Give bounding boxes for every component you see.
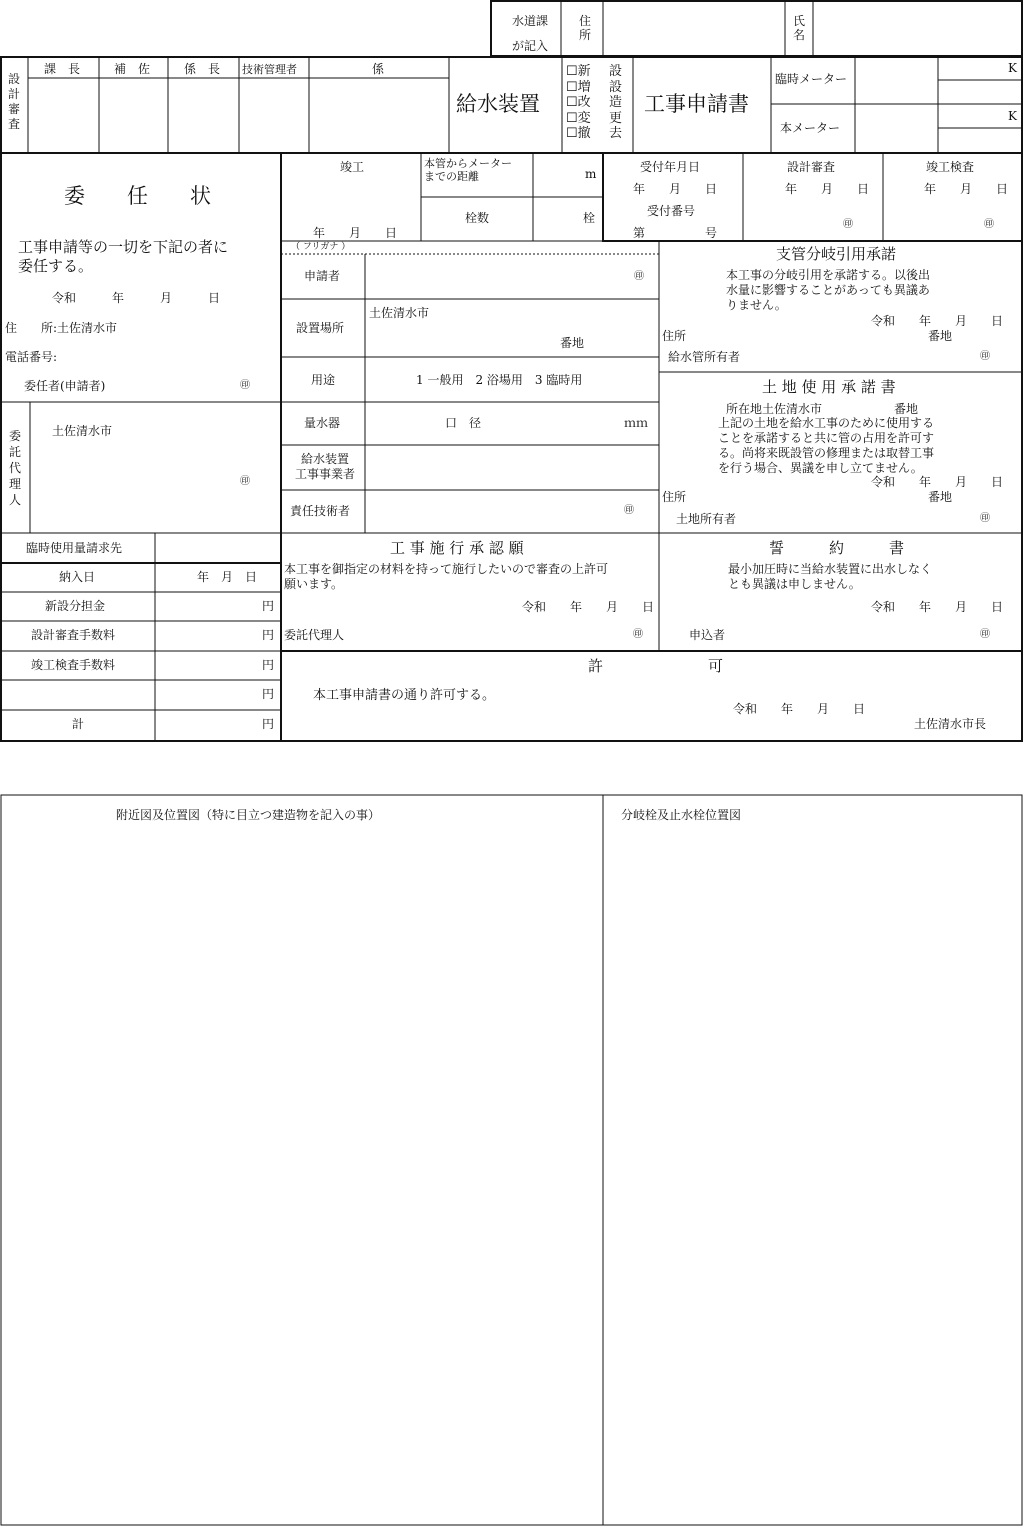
tochi-title: 土 地 使 用 承 諾 書	[762, 378, 896, 396]
seal-mark: ㊞	[633, 629, 643, 640]
jigyosha-label: 給水装置 工事事業者	[294, 452, 355, 481]
rinji-meter-label: 臨時メーター	[775, 72, 848, 86]
seal-mark: ㊞	[980, 351, 990, 362]
option-kai[interactable]: ☐改	[566, 95, 591, 110]
seal-mark: ㊞	[980, 513, 990, 524]
kyoka-date: 令和 年 月 日	[733, 702, 866, 716]
k2-unit: K	[1008, 109, 1017, 123]
kyusui-sochi-title: 給水装置	[456, 92, 540, 116]
dairi-label: 委 託 代 理 人	[8, 429, 21, 507]
tochi-body: 上記の土地を給水工事のために使用する ことを承諾すると共に管の占用を許可す る。尚将来既設管の修理または取替工事 を行う場合、異議を申し立てません。	[718, 416, 935, 475]
total-label: 計	[72, 717, 85, 731]
dai-label: 第	[633, 226, 646, 240]
tochi-location: 所在地土佐清水市 番地	[726, 402, 919, 416]
distance-unit: m	[585, 167, 597, 181]
sen-unit: 栓	[583, 211, 596, 225]
setchi-city: 土佐清水市	[369, 306, 430, 320]
ryosuiki-label: 量水器	[304, 416, 341, 430]
seal-mark: ㊞	[624, 505, 634, 516]
shinseisha-field[interactable]	[367, 256, 657, 298]
seal-mark: ㊞	[240, 380, 250, 391]
yoto-options[interactable]: 1 一般用 2 浴場用 3 臨時用	[416, 373, 583, 387]
seiyaku-title: 誓 約 書	[769, 539, 905, 557]
shonin-date: 令和 年 月 日	[522, 600, 655, 614]
seiyaku-date: 令和 年 月 日	[871, 600, 1004, 614]
koukei-label: 口 径	[445, 416, 482, 430]
option-tetsu[interactable]: ☐撤	[566, 126, 591, 141]
uketsuke-no-label: 受付番号	[647, 204, 696, 218]
shunko-label: 竣工	[340, 160, 365, 174]
shinseisha-label: 申請者	[304, 269, 341, 283]
yoto-label: 用途	[311, 373, 336, 387]
shikan-banchi: 番地	[928, 329, 953, 343]
shonin-dairi: 委託代理人	[284, 628, 345, 642]
kyoka-body: 本工事申請書の通り許可する。	[313, 688, 496, 703]
kakari-header: 係	[372, 62, 385, 76]
option-zo[interactable]: ☐増	[566, 79, 591, 95]
k1-unit: K	[1008, 61, 1017, 75]
gijutsu-kanrisha-header: 技術管理者	[242, 63, 297, 76]
fee-row-label: 新設分担金	[45, 599, 106, 613]
fee-row-unit: 円	[262, 628, 275, 642]
shikan-jusho: 住所	[662, 329, 687, 343]
uketsuke-date-label: 受付年月日	[640, 160, 701, 174]
shonin-body: 本工事を御指定の材料を持って施行したいので審査の上許可 願います。	[284, 562, 609, 591]
go-label: 号	[705, 226, 718, 240]
shikan-body: 本工事の分岐引用を承諾する。以後出 水量に影響することがあっても異議あ りません。	[726, 268, 931, 312]
fukinzu-area[interactable]	[3, 830, 601, 1523]
shunko-kensa-date: 年 月 日	[924, 182, 1009, 196]
seal-mark: ㊞	[984, 219, 994, 230]
shinsetsu-options[interactable]	[566, 64, 600, 142]
inin-address: 住 所:土佐清水市	[5, 321, 118, 335]
uketsuke-date: 年 月 日	[633, 182, 718, 196]
shikan-owner: 給水管所有者	[668, 350, 741, 364]
tochi-banchi: 番地	[928, 490, 953, 504]
kacho-header: 課 長	[44, 62, 81, 76]
rinji-label: 臨時使用量請求先	[26, 541, 123, 555]
fee-row-unit: 円	[262, 599, 275, 613]
suido-label: 水道課 が記入	[511, 14, 548, 53]
inin-phone: 電話番号:	[5, 350, 58, 364]
kyoka-signer: 土佐清水市長	[914, 717, 987, 731]
hon-meter-label: 本メーター	[780, 121, 841, 135]
dairi-city: 土佐清水市	[52, 424, 113, 438]
setchi-basho-label: 設置場所	[296, 321, 345, 335]
tochi-owner: 土地所有者	[676, 512, 737, 526]
seal-mark: ㊞	[240, 476, 250, 487]
option-shin[interactable]: ☐新	[566, 64, 591, 79]
sekkei-shinsa-date: 年 月 日	[785, 182, 870, 196]
shikan-date: 令和 年 月 日	[871, 314, 1004, 328]
fee-row-unit: 円	[262, 687, 275, 701]
seal-mark: ㊞	[843, 219, 853, 230]
moushikomi-label: 申込者	[689, 628, 726, 642]
fee-row-label: 竣工検査手数料	[31, 658, 116, 672]
sekkei-shinsa-label: 設 計 審 査	[7, 72, 20, 131]
tochi-date: 令和 年 月 日	[871, 475, 1004, 489]
furigana-label: （ フリガナ ）	[291, 242, 351, 252]
total-unit: 円	[262, 717, 275, 731]
inin-title: 委 任 状	[64, 184, 211, 208]
shikan-title: 支管分岐引用承諾	[776, 245, 897, 263]
name-field[interactable]	[815, 3, 1020, 54]
fee-row-label: 設計審査手数料	[31, 628, 116, 642]
inin-body: 工事申請等の一切を下記の者に 委任する。	[18, 238, 229, 275]
shonin-title: 工 事 施 行 承 認 願	[390, 539, 524, 557]
option-hen[interactable]: ☐変	[566, 110, 591, 126]
shunko-date: 年 月 日	[313, 226, 398, 240]
options-suffix: 設 設 造 更 去	[609, 64, 623, 141]
sekinin-label: 責任技術者	[290, 504, 351, 518]
address-label: 住 所	[578, 14, 591, 42]
tochi-jusho: 住所	[662, 490, 687, 504]
address-field[interactable]	[605, 3, 783, 54]
bunkisen-area[interactable]	[605, 830, 1020, 1523]
seiyaku-body: 最小加圧時に当給水装置に出水しなく とも異議は申しません。	[728, 562, 933, 591]
seal-mark: ㊞	[980, 629, 990, 640]
inin-date: 令和 年 月 日	[52, 291, 221, 305]
nonyu-label: 納入日	[59, 570, 96, 584]
mm-unit: ｍｍ	[624, 416, 649, 430]
shunko-kensa-label: 竣工検査	[926, 160, 975, 174]
hosa-header: 補 佐	[114, 62, 151, 76]
distance-label: 本管からメーター までの距離	[424, 157, 512, 183]
fukinzu-label: 附近図及位置図（特に目立つ建造物を記入の事）	[116, 808, 381, 822]
sensu-label: 栓数	[465, 211, 490, 225]
kakaricho-header: 係 長	[184, 62, 221, 76]
sekkei-shinsa-date-label: 設計審査	[787, 160, 836, 174]
setchi-banchi: 番地	[560, 336, 585, 350]
seal-mark: ㊞	[634, 271, 644, 282]
nonyu-date: 年 月 日	[197, 570, 258, 584]
ininsha-label: 委任者(申請者)	[24, 379, 106, 393]
koji-shinseisho-title: 工事申請書	[644, 92, 749, 116]
kyoka-title: 許 可	[588, 657, 724, 675]
bunkisen-label: 分岐栓及止水栓位置図	[621, 808, 742, 822]
name-label: 氏 名	[792, 14, 805, 42]
fee-row-unit: 円	[262, 658, 275, 672]
